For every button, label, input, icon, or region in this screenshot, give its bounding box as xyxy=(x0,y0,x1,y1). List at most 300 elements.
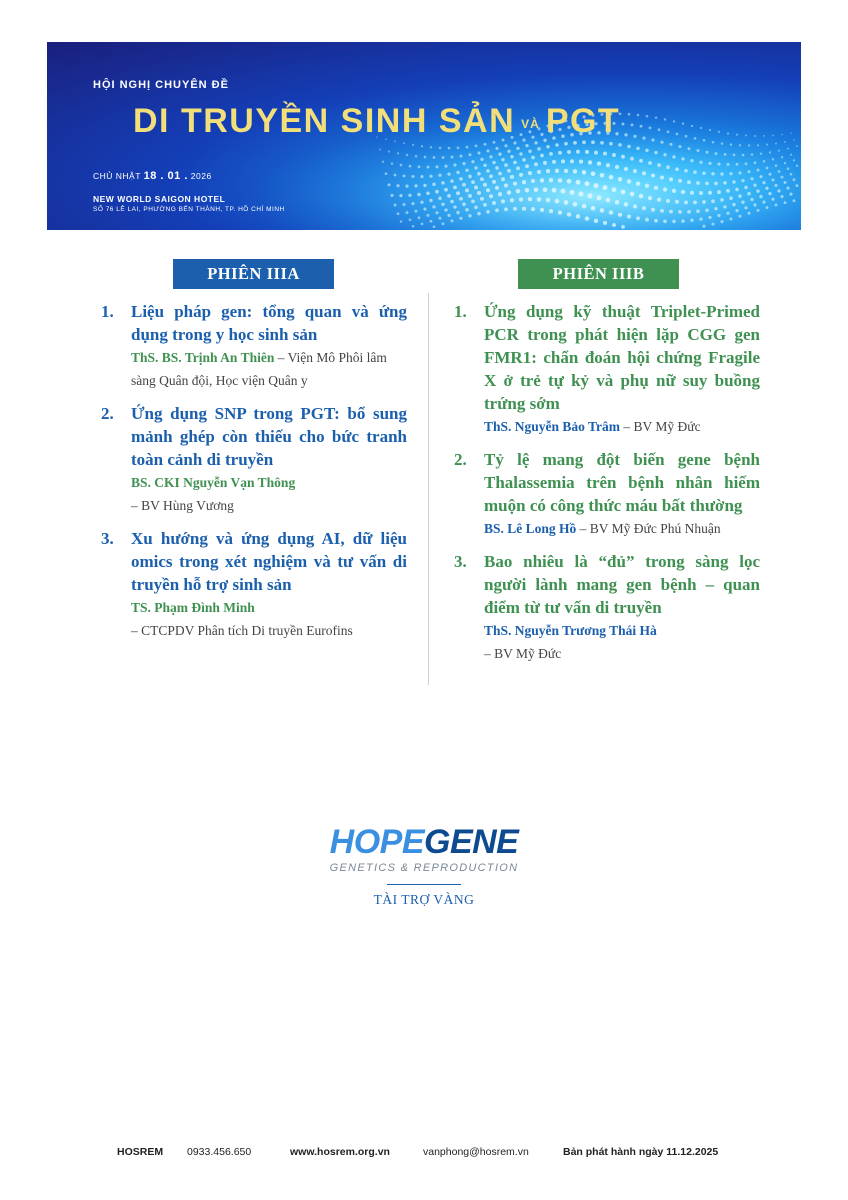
event-date xyxy=(93,170,212,182)
wave-dot xyxy=(435,211,438,214)
wave-dot xyxy=(633,204,637,208)
wave-dot xyxy=(475,144,478,147)
wave-dot xyxy=(519,152,523,156)
wave-dot xyxy=(777,189,780,192)
wave-dot xyxy=(672,220,676,224)
wave-dot xyxy=(678,179,682,183)
wave-dot xyxy=(687,180,691,184)
wave-dot xyxy=(447,194,451,198)
wave-dot xyxy=(784,141,786,143)
wave-dot xyxy=(732,203,735,206)
wave-dot xyxy=(609,142,613,146)
wave-dot xyxy=(790,154,792,156)
wave-dot xyxy=(474,166,477,169)
wave-dot xyxy=(468,194,472,198)
wave-dot xyxy=(397,212,400,215)
wave-dot xyxy=(450,200,454,204)
wave-dot xyxy=(706,151,709,154)
wave-dot xyxy=(495,186,499,190)
wave-dot xyxy=(649,127,652,130)
wave-dot xyxy=(459,177,463,181)
wave-dot xyxy=(738,194,742,198)
wave-dot xyxy=(439,147,442,150)
wave-dot xyxy=(414,184,417,187)
wave-dot xyxy=(717,163,720,166)
wave-dot xyxy=(717,190,721,194)
wave-dot xyxy=(543,161,547,165)
wave-dot xyxy=(658,128,661,131)
speaker-affiliation: – BV Mỹ Đức Phú Nhuận xyxy=(576,521,721,536)
wave-dot xyxy=(528,171,532,175)
wave-dot xyxy=(546,198,551,203)
wave-dot xyxy=(429,199,432,202)
talk-title: Bao nhiêu là “đủ” trong sàng lọc người lành mang gen bệnh – quan điểm từ tư vấn di truyền xyxy=(484,552,760,617)
wave-dot xyxy=(672,189,676,193)
wave-dot xyxy=(739,215,742,218)
wave-dot xyxy=(750,177,753,180)
footer-org: HOSREM xyxy=(117,1146,164,1158)
wave-dot xyxy=(537,147,541,151)
wave-dot xyxy=(726,163,729,166)
wave-dot xyxy=(453,186,457,190)
wave-dot xyxy=(750,198,753,201)
wave-dot xyxy=(711,172,714,175)
wave-dot xyxy=(507,190,511,194)
wave-dot xyxy=(712,141,715,144)
wave-dot xyxy=(727,132,729,134)
wave-dot xyxy=(456,211,459,214)
wave-dot xyxy=(754,135,756,137)
wave-dot xyxy=(675,200,679,204)
wave-dot xyxy=(663,153,666,156)
session-iiia-list xyxy=(97,300,407,652)
wave-dot xyxy=(480,197,484,201)
wave-dot xyxy=(525,164,529,168)
wave-dot xyxy=(694,137,697,140)
wave-dot xyxy=(757,209,760,212)
wave-dot xyxy=(403,142,405,144)
wave-dot xyxy=(660,175,664,179)
wave-dot xyxy=(480,177,484,181)
wave-dot xyxy=(552,160,556,164)
wave-dot xyxy=(726,189,730,193)
wave-dot xyxy=(585,216,589,220)
speaker-name: ThS. BS. Trịnh An Thiên xyxy=(131,350,275,365)
wave-dot xyxy=(594,183,599,188)
talk-title: Ứng dụng kỹ thuật Triplet-Primed PCR trong phát hiện lặp CGG gen FMR1: chẩn đoán hội chứng Fragile X ở trẻ tự kỷ và phụ nữ suy buồng trứng sớm xyxy=(484,302,760,413)
wave-dot xyxy=(691,125,693,127)
wave-dot xyxy=(534,162,538,166)
wave-dot xyxy=(651,208,655,212)
wave-dot xyxy=(451,156,454,159)
wave-dot xyxy=(699,217,702,220)
wave-dot xyxy=(624,202,628,206)
wave-dot xyxy=(642,206,646,210)
wave-dot xyxy=(724,153,727,156)
wave-dot xyxy=(564,200,569,205)
wave-dot xyxy=(423,184,426,187)
wave-dot xyxy=(433,225,436,228)
wave-dot xyxy=(775,204,778,207)
talk-speaker-line xyxy=(484,517,760,540)
wave-dot xyxy=(687,210,691,214)
talk-item xyxy=(97,300,407,392)
wave-dot xyxy=(657,197,661,201)
wave-dot xyxy=(745,162,748,165)
wave-dot xyxy=(664,118,666,120)
wave-dot xyxy=(385,172,388,175)
wave-dot xyxy=(555,199,560,204)
wave-dot xyxy=(787,167,790,170)
wave-dot xyxy=(417,193,420,196)
wave-dot xyxy=(639,159,643,163)
wave-dot xyxy=(769,173,772,176)
wave-dot xyxy=(546,169,550,173)
wave-dot xyxy=(690,219,693,222)
wave-dot xyxy=(576,214,580,218)
wave-dot xyxy=(720,198,724,202)
wave-dot xyxy=(421,223,424,226)
wave-dot xyxy=(612,223,616,227)
wave-dot xyxy=(606,163,610,167)
footer-email: vanphong@hosrem.vn xyxy=(423,1146,529,1158)
wave-dot xyxy=(459,197,463,201)
wave-dot xyxy=(762,201,765,204)
wave-dot xyxy=(763,160,766,163)
wave-dot xyxy=(735,188,739,192)
wave-dot xyxy=(444,208,447,211)
wave-dot xyxy=(573,202,578,207)
talk-number: 3. xyxy=(454,552,467,571)
wave-dot xyxy=(730,143,732,145)
wave-dot xyxy=(528,150,532,154)
wave-dot xyxy=(546,145,550,149)
banner-title-and: VÀ xyxy=(521,117,540,131)
wave-dot xyxy=(786,187,789,190)
wave-dot xyxy=(673,120,675,122)
wave-dot xyxy=(433,156,436,159)
wave-dot xyxy=(510,175,514,179)
conference-label: HỘI NGHỊ CHUYÊN ĐỀ xyxy=(93,79,229,91)
wave-dot xyxy=(684,200,688,204)
wave-dot xyxy=(495,166,499,170)
wave-dot xyxy=(594,219,598,223)
wave-dot xyxy=(772,158,774,160)
wave-dot xyxy=(522,180,526,184)
wave-dot xyxy=(465,188,469,192)
wave-dot xyxy=(642,137,645,140)
wave-dot xyxy=(483,164,486,167)
wave-dot xyxy=(438,174,441,177)
wave-dot xyxy=(762,181,765,184)
wave-dot xyxy=(411,175,414,178)
wave-dot xyxy=(489,155,492,158)
talk-item xyxy=(450,448,760,540)
wave-dot xyxy=(540,178,544,182)
wave-dot xyxy=(573,169,578,174)
footer-website: www.hosrem.org.vn xyxy=(290,1146,390,1158)
wave-dot xyxy=(738,171,741,174)
wave-dot xyxy=(693,200,697,204)
wave-dot xyxy=(555,169,559,173)
wave-dot xyxy=(477,172,481,176)
wave-dot xyxy=(714,182,718,186)
wave-dot xyxy=(394,174,397,177)
session-badge-iiib: PHIÊN IIIB xyxy=(518,259,679,289)
wave-dot xyxy=(778,170,781,173)
wave-dot xyxy=(654,186,658,190)
wave-dot xyxy=(696,181,700,185)
wave-dot xyxy=(702,200,706,204)
wave-dot xyxy=(793,178,796,181)
wave-dot xyxy=(747,192,751,196)
wave-dot xyxy=(630,192,635,197)
wave-dot xyxy=(693,170,697,174)
wave-dot xyxy=(588,160,592,164)
wave-dot xyxy=(498,192,502,196)
wave-dot xyxy=(669,210,673,214)
wave-dot xyxy=(681,157,684,160)
speaker-name-line xyxy=(131,471,407,494)
wave-dot xyxy=(471,180,475,184)
talk-title: Xu hướng và ứng dụng AI, dữ liệu omics trong xét nghiệm và tư vấn di truyền hỗ trợ sinh sản xyxy=(131,529,407,594)
wave-dot xyxy=(397,152,399,154)
wave-dot xyxy=(561,189,566,194)
wave-dot xyxy=(537,197,542,202)
wave-dot xyxy=(456,171,459,174)
wave-dot xyxy=(540,154,544,158)
wave-dot xyxy=(435,190,439,194)
wave-dot xyxy=(531,179,535,183)
wave-dot xyxy=(549,209,553,213)
wave-dot xyxy=(606,198,611,203)
event-year: 2026 xyxy=(190,171,212,181)
wave-dot xyxy=(772,135,774,137)
wave-dot xyxy=(597,195,602,200)
wave-dot xyxy=(432,205,435,208)
wave-dot xyxy=(729,172,732,175)
wave-dot xyxy=(469,153,472,156)
wave-dot xyxy=(573,141,577,145)
wave-dot xyxy=(688,147,691,150)
wave-dot xyxy=(690,191,694,195)
wave-dot xyxy=(409,165,412,168)
speaker-affiliation: – BV Mỹ Đức xyxy=(484,646,562,661)
wave-dot xyxy=(600,173,605,178)
wave-dot xyxy=(587,193,592,198)
wave-dot xyxy=(585,150,589,154)
wave-dot xyxy=(421,145,423,147)
wave-dot xyxy=(387,183,390,186)
logo-part-hope: HOPE xyxy=(329,823,424,861)
wave-dot xyxy=(543,187,548,192)
wave-dot xyxy=(784,201,787,204)
wave-dot xyxy=(651,173,655,177)
wave-dot xyxy=(489,194,493,198)
wave-dot xyxy=(630,157,634,161)
talk-title: Liệu pháp gen: tổng quan và ứng dụng trong y học sinh sản xyxy=(131,302,407,344)
wave-dot xyxy=(774,184,777,187)
wave-dot xyxy=(439,217,442,220)
wave-dot xyxy=(654,219,658,223)
column-divider xyxy=(428,293,429,685)
wave-dot xyxy=(379,149,381,151)
wave-dot xyxy=(681,190,685,194)
wave-dot xyxy=(582,170,587,175)
wave-dot xyxy=(651,139,654,142)
wave-dot xyxy=(784,162,786,164)
wave-dot xyxy=(564,142,568,146)
wave-dot xyxy=(582,204,587,209)
conference-banner xyxy=(47,42,801,230)
wave-dot xyxy=(636,216,640,220)
speaker-affiliation: – BV Hùng Vương xyxy=(131,498,234,513)
speaker-name: BS. Lê Long Hồ xyxy=(484,521,577,536)
wave-dot xyxy=(510,198,514,202)
wave-dot xyxy=(531,156,535,160)
wave-dot xyxy=(771,198,774,201)
wave-dot xyxy=(787,148,789,150)
wave-dot xyxy=(682,123,684,125)
wave-dot xyxy=(429,175,432,178)
wave-dot xyxy=(492,201,496,205)
wave-dot xyxy=(633,135,636,138)
wave-dot xyxy=(678,145,681,148)
speaker-name: ThS. Nguyễn Bảo Trâm xyxy=(484,419,621,434)
wave-dot xyxy=(720,172,723,175)
sponsor-tier: TÀI TRỢ VÀNG xyxy=(373,892,475,907)
wave-dot xyxy=(409,218,412,221)
wave-dot xyxy=(648,161,652,165)
wave-dot xyxy=(690,159,693,162)
wave-dot xyxy=(699,161,702,164)
speaker-name: BS. CKI Nguyễn Vạn Thông xyxy=(131,475,296,490)
wave-dot xyxy=(723,181,727,185)
wave-dot xyxy=(718,131,720,133)
wave-dot xyxy=(646,115,649,118)
wave-dot xyxy=(468,175,472,179)
wave-dot xyxy=(453,164,456,167)
wave-dot xyxy=(585,181,590,186)
wave-dot xyxy=(622,123,625,126)
speaker-name-line xyxy=(131,596,407,619)
wave-dot xyxy=(430,146,432,148)
wave-dot xyxy=(441,203,444,206)
wave-dot xyxy=(612,153,616,157)
wave-dot xyxy=(424,156,427,159)
wave-dot xyxy=(615,200,620,205)
wave-dot xyxy=(678,210,682,214)
wave-dot xyxy=(697,149,700,152)
wave-dot xyxy=(621,189,626,194)
wave-dot xyxy=(394,204,397,207)
talk-speaker-line xyxy=(131,346,407,392)
wave-dot xyxy=(768,192,771,195)
wave-dot xyxy=(448,147,451,150)
wave-dot xyxy=(411,202,414,205)
wave-dot xyxy=(516,166,520,170)
wave-dot xyxy=(534,187,539,192)
wave-dot xyxy=(705,182,709,186)
talk-item xyxy=(450,550,760,665)
wave-dot xyxy=(415,155,418,158)
wave-dot xyxy=(733,154,736,157)
wave-dot xyxy=(549,152,553,156)
wave-dot xyxy=(457,146,460,149)
wave-dot xyxy=(474,186,478,190)
wave-dot xyxy=(390,194,393,197)
wave-dot xyxy=(466,146,469,149)
wave-dot xyxy=(486,149,489,152)
wave-dot xyxy=(396,184,399,187)
wave-dot xyxy=(576,180,581,185)
wave-dot xyxy=(444,188,448,192)
wave-dot xyxy=(501,199,505,203)
wave-dot xyxy=(618,177,623,182)
wave-dot xyxy=(412,225,415,228)
wave-dot xyxy=(498,172,502,176)
wave-dot xyxy=(745,134,747,136)
wave-dot xyxy=(609,210,613,214)
wave-dot xyxy=(603,221,607,225)
talk-item xyxy=(97,527,407,642)
wave-dot xyxy=(624,133,627,136)
wave-dot xyxy=(744,206,747,209)
wave-dot xyxy=(427,166,430,169)
wave-dot xyxy=(753,184,756,187)
wave-dot xyxy=(507,169,511,173)
wave-dot xyxy=(655,116,657,118)
wave-dot xyxy=(618,143,622,147)
wave-dot xyxy=(660,141,663,144)
wave-dot xyxy=(675,167,679,171)
wave-dot xyxy=(669,143,672,146)
wave-dot xyxy=(471,200,475,204)
wave-dot xyxy=(438,197,442,201)
wave-dot xyxy=(769,151,771,153)
wave-dot xyxy=(492,161,495,164)
wave-dot xyxy=(405,184,408,187)
wave-dot xyxy=(763,135,765,137)
wave-dot xyxy=(400,164,403,167)
talk-speaker-line xyxy=(484,415,760,438)
wave-dot xyxy=(684,169,688,173)
wave-dot xyxy=(702,225,705,228)
speaker-affiliation: – Viện Mô Phôi lâm sàng Quân đội, Học viện Quân y xyxy=(131,350,387,388)
wave-dot xyxy=(540,208,544,212)
wave-dot xyxy=(453,205,456,208)
wave-dot xyxy=(495,147,498,150)
wave-dot xyxy=(609,175,614,180)
wave-dot xyxy=(504,144,507,147)
wave-dot xyxy=(789,193,792,196)
talk-item xyxy=(450,300,760,438)
wave-dot xyxy=(516,147,519,150)
wave-dot xyxy=(627,179,632,184)
wave-dot xyxy=(441,181,445,185)
wave-dot xyxy=(628,113,631,116)
wave-dot xyxy=(504,183,508,187)
wave-dot xyxy=(501,177,505,181)
wave-dot xyxy=(597,161,601,165)
wave-dot xyxy=(418,165,421,168)
wave-dot xyxy=(519,197,523,201)
speaker-affiliation: – BV Mỹ Đức xyxy=(620,419,701,434)
speaker-name: TS. Phạm Đình Minh xyxy=(131,600,255,615)
wave-dot xyxy=(714,207,717,210)
wave-dot xyxy=(642,171,646,175)
wave-dot xyxy=(474,205,478,209)
